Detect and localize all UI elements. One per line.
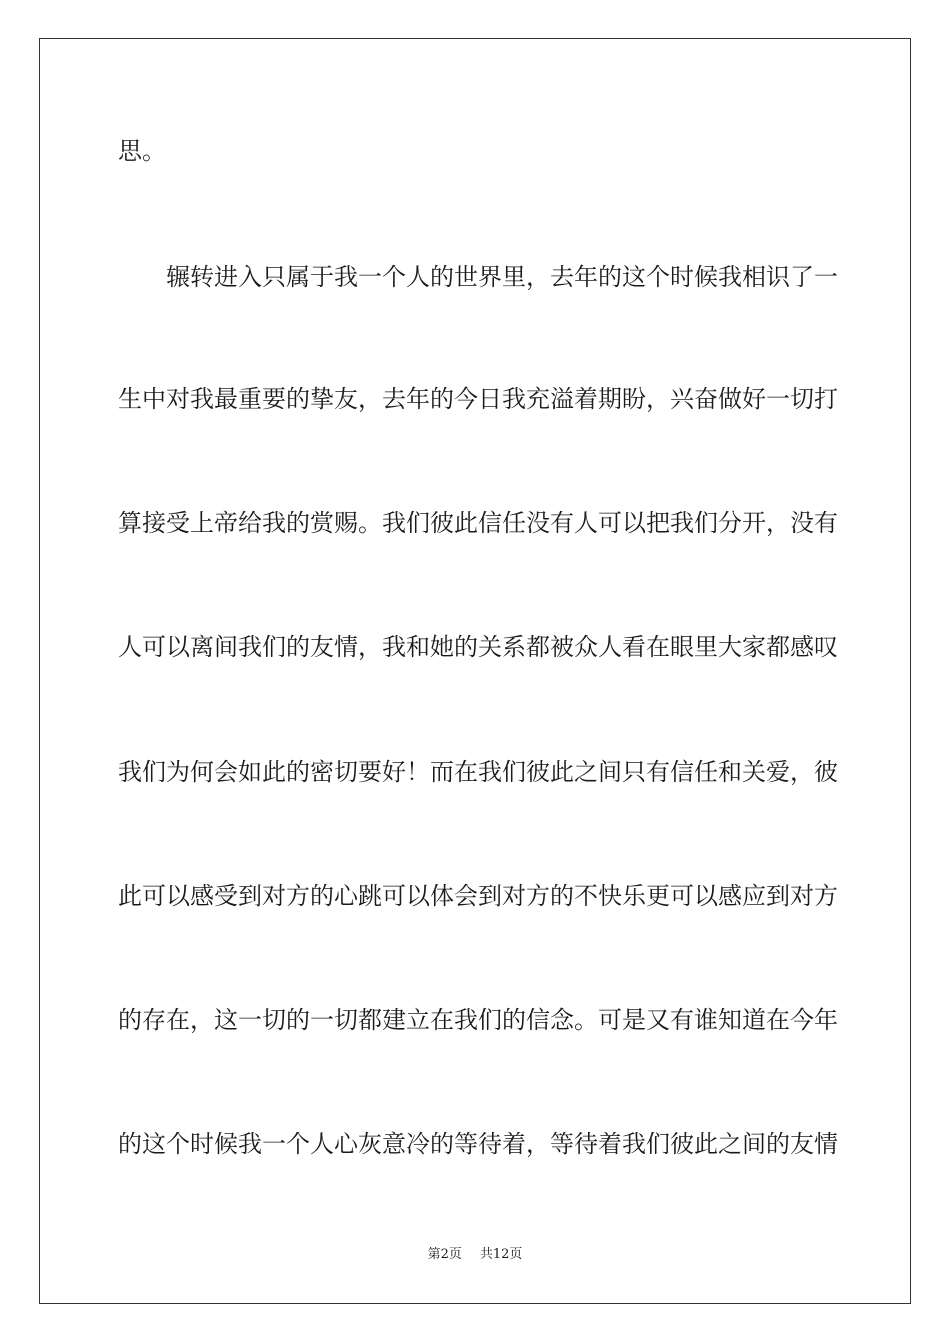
text-line: 此可以感受到对方的心跳可以体会到对方的不快乐更可以感应到对方 [118,882,838,910]
page-footer [0,1246,950,1264]
text-line: 的存在，这一切的一切都建立在我们的信念。可是又有谁知道在今年 [118,1006,838,1034]
text-line: 的这个时候我一个人心灰意冷的等待着，等待着我们彼此之间的友情 [118,1130,838,1158]
page-total: 共12页 [479,1247,523,1262]
text-line: 算接受上帝给我的赏赐。我们彼此信任没有人可以把我们分开，没有 [118,509,838,537]
text-line: 辗转进入只属于我一个人的世界里，去年的这个时候我相识了一 [118,263,838,291]
text-line: 人可以离间我们的友情，我和她的关系都被众人看在眼里大家都感叹 [118,633,838,661]
text-line: 我们为何会如此的密切要好！而在我们彼此之间只有信任和关爱，彼 [118,758,838,786]
text-line: 思。 [118,137,166,165]
text-line: 生中对我最重要的挚友，去年的今日我充溢着期盼，兴奋做好一切打 [118,385,838,413]
page-number: 第2页 [427,1247,462,1262]
page-border [39,38,911,1304]
